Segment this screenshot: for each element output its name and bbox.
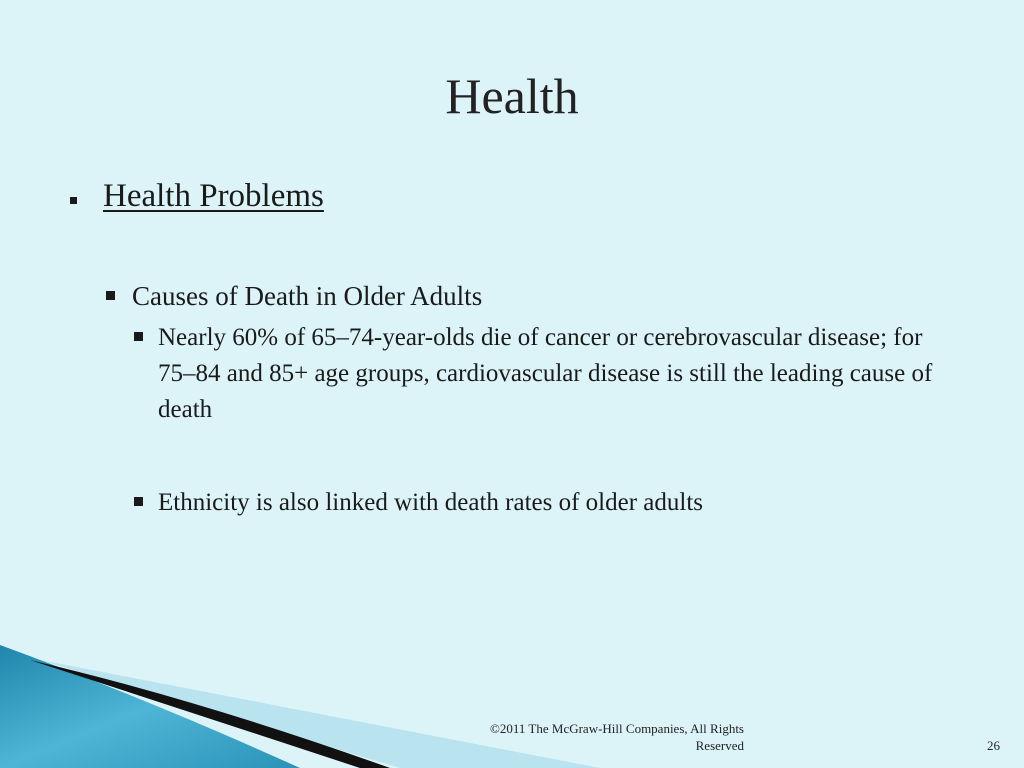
square-bullet-icon [106,291,115,300]
page-number: 26 [987,738,1000,753]
square-bullet-icon [134,497,143,506]
square-bullet-icon [70,197,77,204]
health-problems-heading: Health Problems [103,178,324,214]
causes-of-death-item: Causes of Death in Older Adults [132,281,483,311]
copyright-footer: ©2011 The McGraw-Hill Companies, All Rights Reserved [490,721,744,753]
square-bullet-icon [134,332,143,341]
slide-title: Health [445,68,579,124]
ethnicity-item: Ethnicity is also linked with death rates of older adults [158,489,704,516]
cancer-statistic-item: Nearly 60% of 65–74-year-olds die of cancer or cerebrovascular disease; for 75–84 and 85+ age groups, cardiovascular disease is still the leading cause of death [158,324,933,423]
